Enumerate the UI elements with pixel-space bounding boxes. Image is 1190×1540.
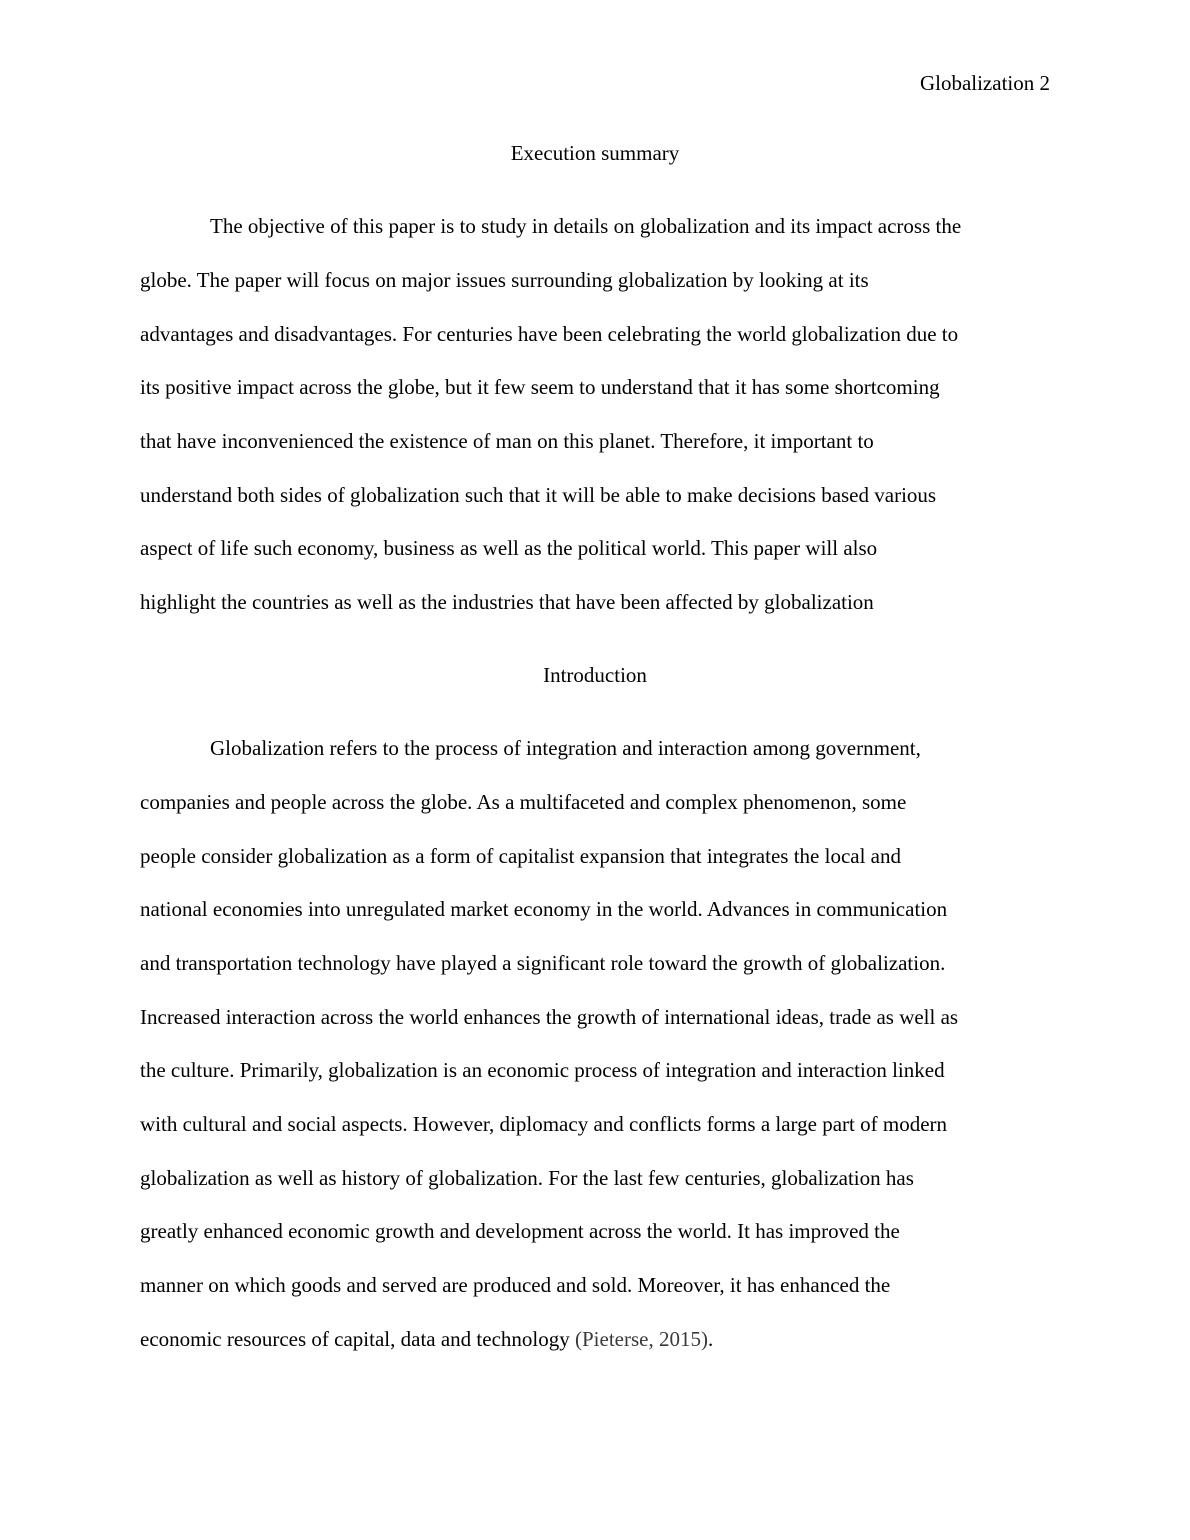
paragraph-line: globalization as well as history of globalization. For the last few centuries, globalization has (140, 1166, 914, 1190)
paragraph-line: with cultural and social aspects. However, diplomacy and conflicts forms a large part of modern (140, 1112, 948, 1136)
paragraph-line: Increased interaction across the world enhances the growth of international ideas, trade as well as (140, 1005, 959, 1029)
paragraph-line: aspect of life such economy, business as well as the political world. This paper will also (140, 536, 878, 560)
paragraph-line: manner on which goods and served are produced and sold. Moreover, it has enhanced the (140, 1273, 891, 1297)
paragraph-line: highlight the countries as well as the industries that have been affected by globalization (140, 590, 874, 614)
paragraph-line: The objective of this paper is to study in details on globalization and its impact across the (210, 214, 962, 238)
paragraph-line: and transportation technology have played a significant role toward the growth of globalization. (140, 951, 946, 975)
paragraph-line: that have inconvenienced the existence of man on this planet. Therefore, it important to (140, 429, 874, 453)
citation: (Pieterse, 2015) (575, 1327, 708, 1351)
paragraph-line: globe. The paper will focus on major issues surrounding globalization by looking at its (140, 268, 869, 292)
paragraph-line: understand both sides of globalization such that it will be able to make decisions based various (140, 483, 937, 507)
paragraph-line: Globalization refers to the process of integration and interaction among government, (210, 736, 921, 760)
introduction-heading: Introduction (543, 663, 647, 687)
paragraph-line: advantages and disadvantages. For centuries have been celebrating the world globalization due to (140, 322, 959, 346)
execution-summary-heading: Execution summary (510, 141, 680, 165)
paragraph-line: national economies into unregulated market economy in the world. Advances in communication (140, 897, 948, 921)
paragraph-last-line (140, 1326, 713, 1352)
sentence-end: . (707, 1327, 714, 1351)
running-head: Globalization 2 (919, 71, 1050, 95)
paragraph-line: the culture. Primarily, globalization is an economic process of integration and interaction linked (140, 1058, 945, 1082)
paragraph-line: companies and people across the globe. As a multifaceted and complex phenomenon, some (140, 790, 907, 814)
paragraph-line: its positive impact across the globe, but it few seem to understand that it has some shortcoming (140, 375, 940, 399)
paragraph-line: greatly enhanced economic growth and development across the world. It has improved the (140, 1219, 900, 1243)
paragraph-line-text: economic resources of capital, data and technology (140, 1327, 575, 1351)
paragraph-line: people consider globalization as a form of capitalist expansion that integrates the local and (140, 844, 901, 868)
